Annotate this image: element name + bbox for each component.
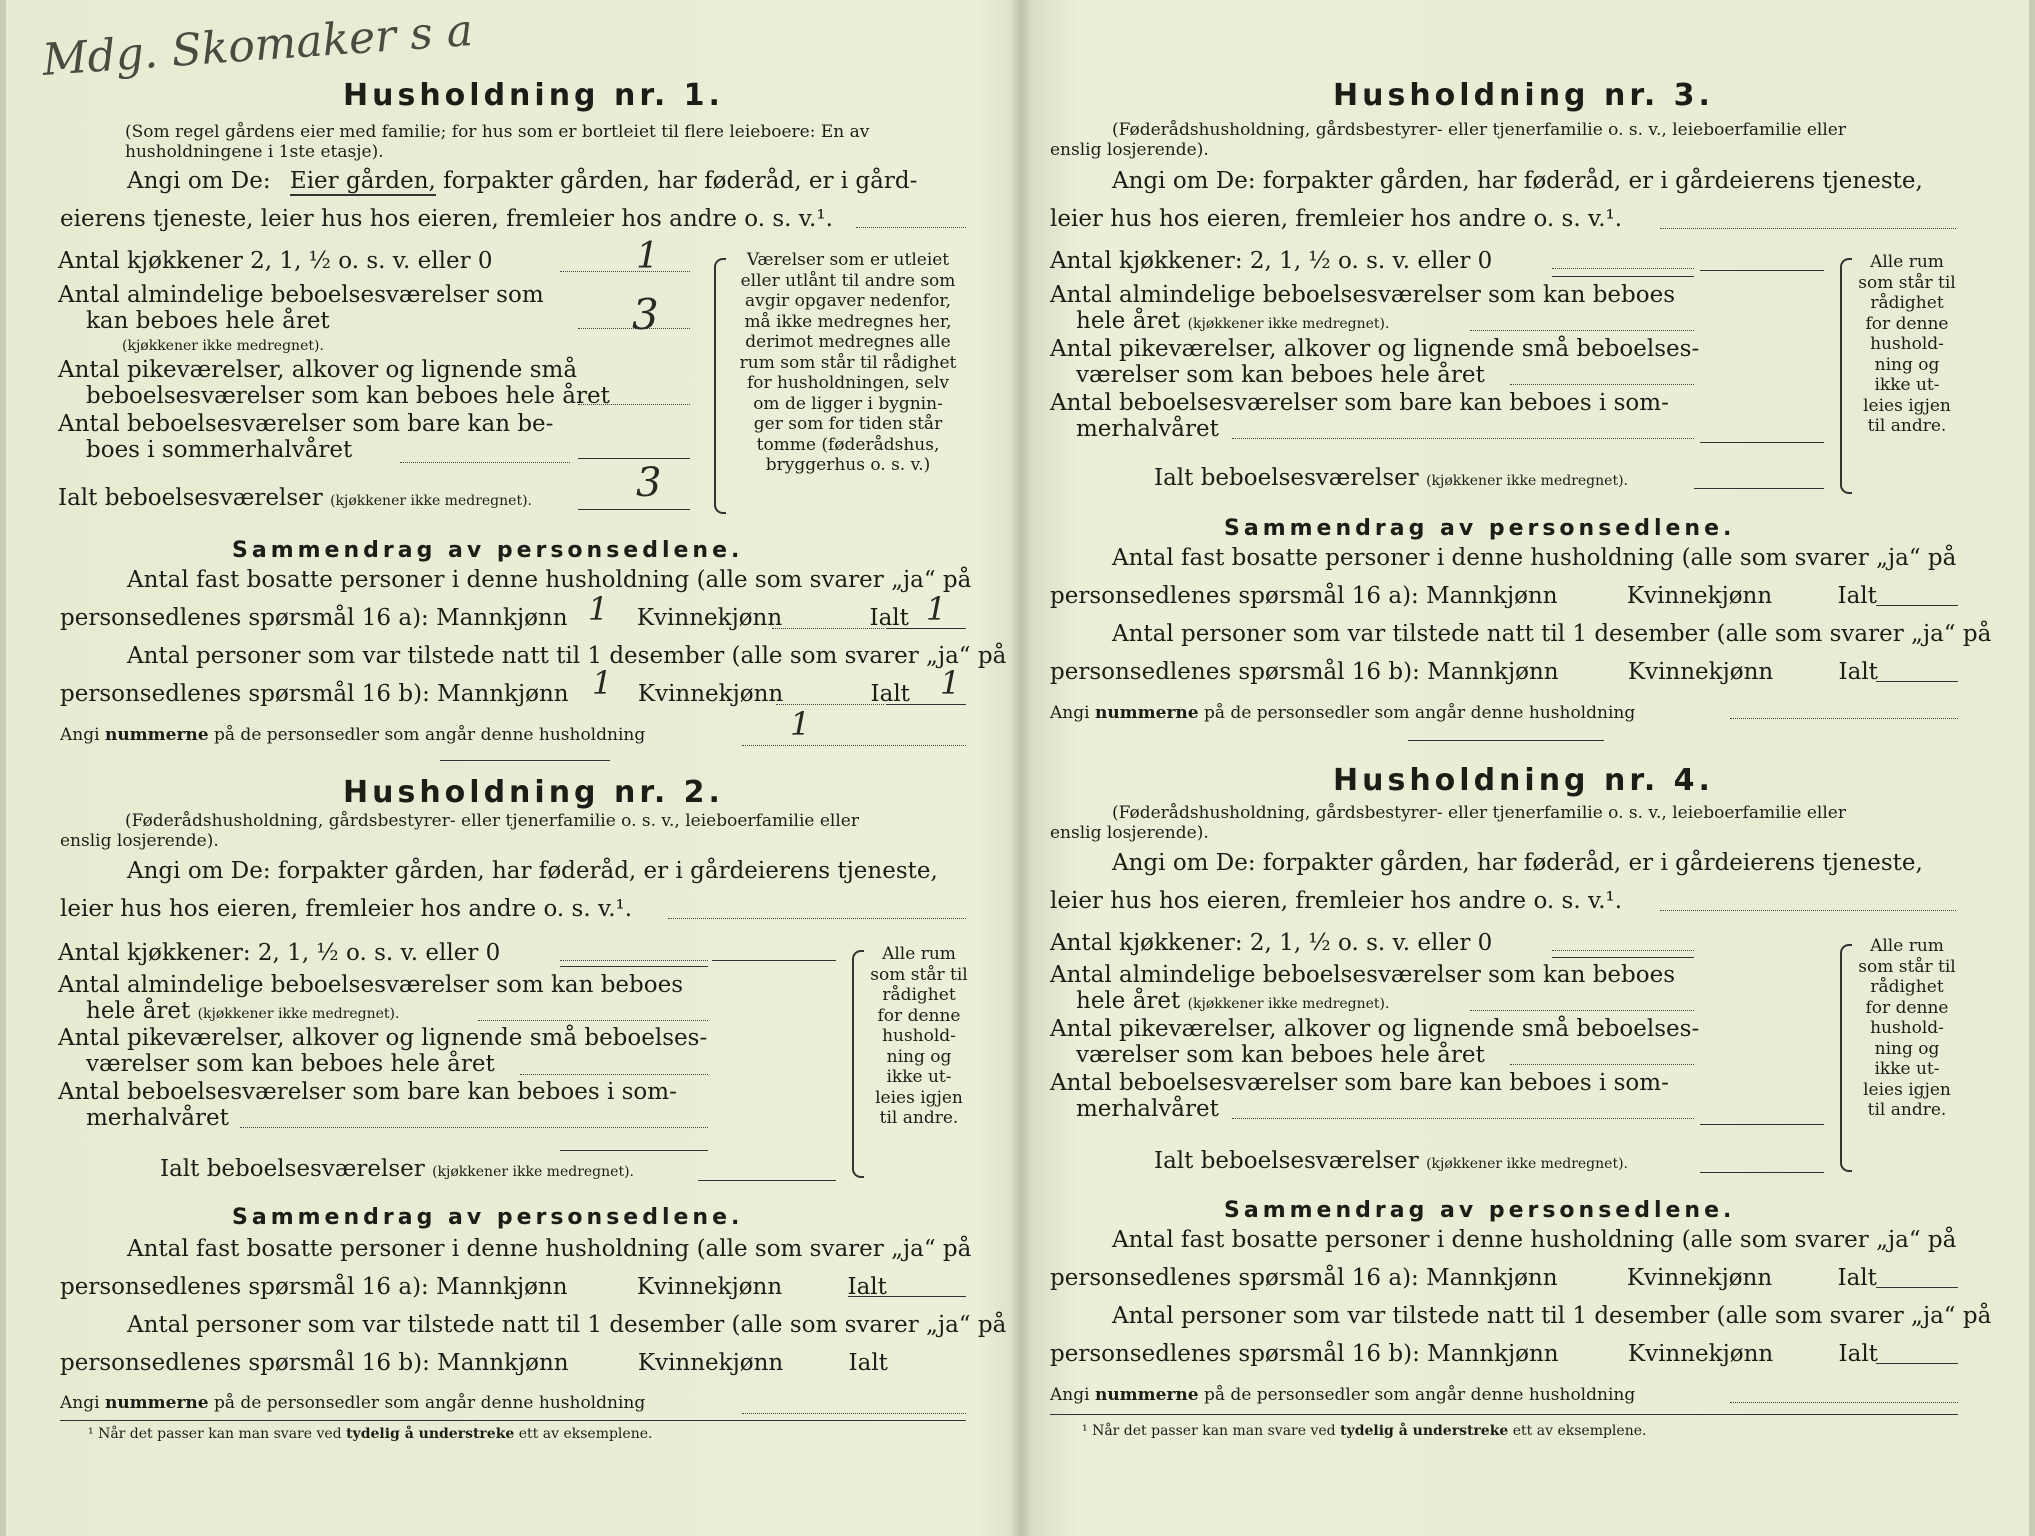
h4-kjokken-line bbox=[1552, 957, 1694, 958]
note-line: som står til bbox=[870, 964, 968, 985]
label: hele året bbox=[86, 998, 191, 1024]
h4-tilstede-line2 bbox=[1050, 1341, 1878, 1367]
note-line: for denne bbox=[1865, 313, 1949, 334]
h2-fast-line2 bbox=[60, 1274, 887, 1300]
h4-sommer-label-b: merhalvåret bbox=[1076, 1096, 1219, 1122]
eier-garden-underlined: Eier gården, bbox=[289, 168, 436, 194]
note-line: leies igjen bbox=[1863, 1079, 1951, 1100]
household-2-angi-line1: Angi om De: forpakter gården, har føderåd, er i gårdeierens tjeneste, bbox=[127, 858, 938, 884]
kvinne-label: Kvinnekjønn bbox=[1627, 659, 1774, 685]
label: hele året bbox=[1076, 988, 1181, 1014]
household-3-subtitle-b: enslig losjerende). bbox=[1050, 140, 1209, 160]
h1-ialt16b-value: 1 bbox=[940, 664, 961, 702]
h3-kjokken-label: Antal kjøkkener: 2, 1, ½ o. s. v. eller 0 bbox=[1050, 248, 1493, 274]
note-line: rådighet bbox=[1870, 293, 1944, 313]
right-footnote-rule bbox=[1050, 1414, 1958, 1415]
h4-nummerne-line bbox=[1730, 1402, 1958, 1403]
h1-mann16b-value: 1 bbox=[592, 664, 613, 702]
h3-kjokken-answer bbox=[1700, 270, 1824, 271]
h3-note-brace bbox=[1840, 258, 1852, 494]
note-line: rådighet bbox=[1870, 977, 1944, 997]
h2-sommer-line bbox=[240, 1127, 708, 1128]
note-line: tomme (føderådshus, bbox=[756, 434, 940, 455]
note-line: ikke ut- bbox=[1874, 375, 1940, 395]
left-page-edge bbox=[0, 0, 6, 1536]
h1-ialt-line bbox=[578, 509, 690, 510]
ialt-note: (kjøkkener ikke medregnet). bbox=[1426, 473, 1628, 489]
h2-ialt-label bbox=[160, 1156, 634, 1182]
ialt-label: Ialt bbox=[869, 605, 909, 631]
h4-angi-nummerne bbox=[1050, 1385, 1635, 1405]
angi-bold: nummerne bbox=[1094, 1385, 1199, 1405]
h1-alm-label-c: (kjøkkener ikke medregnet). bbox=[122, 338, 324, 354]
note-line: ning og bbox=[1874, 354, 1940, 375]
h2-angi-nummerne bbox=[60, 1393, 645, 1413]
footnote-post: ett av eksemplene. bbox=[518, 1426, 653, 1442]
h3-nummerne-line bbox=[1730, 718, 1958, 719]
footnote-bold: tydelig å understreke bbox=[1340, 1423, 1509, 1439]
h3-tilstede-line2 bbox=[1050, 659, 1878, 685]
ialt-note: (kjøkkener ikke medregnet). bbox=[432, 1164, 634, 1180]
h3-sommer-line bbox=[1232, 438, 1694, 439]
h2-sommer-answer bbox=[560, 1150, 708, 1151]
angi-label: Angi om De: bbox=[127, 168, 271, 194]
mann-label: Mannkjønn bbox=[1427, 1341, 1559, 1367]
h1-note bbox=[728, 250, 968, 476]
h4-pike-label-a: Antal pikeværelser, alkover og lignende små beboelses- bbox=[1050, 1016, 1700, 1042]
household-1-subtitle: (Som regel gårdens eier med familie; for hus som er bortleiet til flere leieboere: En av husholdningene i 1ste etasje). bbox=[125, 122, 870, 162]
ialt-label: Ialt bbox=[1837, 1265, 1877, 1291]
h2-nummerne-line bbox=[742, 1413, 966, 1414]
h2-summary-title: Sammendrag av personsedlene. bbox=[232, 1205, 744, 1230]
h2-ialt16a-line bbox=[848, 1296, 966, 1297]
h3-angi-nummerne bbox=[1050, 703, 1635, 723]
h4-kjokken-dots bbox=[1552, 950, 1694, 951]
h1-fast-line1: Antal fast bosatte personer i denne husholdning (alle som svarer „ja“ på bbox=[127, 567, 972, 593]
ialt-note: (kjøkkener ikke medregnet). bbox=[1426, 1156, 1628, 1172]
household-1-title: Husholdning nr. 1. bbox=[343, 78, 724, 113]
h1-tilstede-line1: Antal personer som var tilstede natt til 1 desember (alle som svarer „ja“ på bbox=[127, 643, 1007, 669]
mann-label: Mannkjønn bbox=[436, 605, 568, 631]
household-3-angi-line1: Angi om De: forpakter gården, har føderåd, er i gårdeierens tjeneste, bbox=[1112, 168, 1923, 194]
h1-ialt16a-value: 1 bbox=[926, 590, 947, 628]
label: hele året bbox=[1076, 308, 1181, 334]
left-footnote-rule bbox=[60, 1420, 966, 1421]
note-line: til andre. bbox=[1867, 416, 1947, 436]
kvinne-label: Kvinnekjønn bbox=[1626, 1265, 1773, 1291]
household-2-title: Husholdning nr. 2. bbox=[343, 775, 724, 810]
h1-nummerne-line bbox=[742, 745, 966, 746]
note-line: Alle rum bbox=[1870, 252, 1944, 272]
angi-post: på de personsedler som angår denne husholdning bbox=[214, 1393, 646, 1413]
h1-sommer-line bbox=[578, 458, 690, 459]
h2-alm-label-b bbox=[86, 998, 399, 1024]
angi-rest: forpakter gården, har føderåd, er i gård- bbox=[443, 168, 918, 194]
note-line: hushold- bbox=[882, 1026, 956, 1046]
footnote-post: ett av eksemplene. bbox=[1512, 1423, 1647, 1439]
h4-ialt16a-line bbox=[1876, 1287, 1958, 1288]
household-4-angi-line1: Angi om De: forpakter gården, har føderåd, er i gårdeierens tjeneste, bbox=[1112, 850, 1923, 876]
angi-pre: Angi bbox=[1050, 703, 1090, 723]
angi-bold: nummerne bbox=[104, 725, 209, 745]
angi-post: på de personsedler som angår denne husholdning bbox=[1204, 703, 1636, 723]
ialt-label: Ialt bbox=[870, 681, 910, 707]
h4-angi-line bbox=[1660, 910, 1956, 911]
page-fold bbox=[1010, 0, 1032, 1536]
h2-ialt-line bbox=[698, 1180, 836, 1181]
angi-answer-line bbox=[856, 227, 966, 228]
kvinne-label: Kvinnekjønn bbox=[637, 1350, 784, 1376]
household-1-angi-line1 bbox=[127, 168, 917, 194]
h4-fast-line2 bbox=[1050, 1265, 1877, 1291]
q16b-label: personsedlenes spørsmål 16 b): bbox=[1050, 1341, 1420, 1367]
household-4-subtitle-b: enslig losjerende). bbox=[1050, 823, 1209, 843]
note-line: rum som står til rådighet bbox=[739, 352, 957, 373]
h2-tilstede-line1: Antal personer som var tilstede natt til 1 desember (alle som svarer „ja“ på bbox=[127, 1312, 1007, 1338]
h2-pike-label-a: Antal pikeværelser, alkover og lignende små beboelses- bbox=[58, 1025, 708, 1051]
note-line: ning og bbox=[886, 1046, 952, 1067]
ialt-text: Ialt beboelsesværelser bbox=[160, 1156, 425, 1182]
note: (kjøkkener ikke medregnet). bbox=[197, 1006, 400, 1022]
h2-kjokken-dots bbox=[560, 960, 708, 961]
h4-ialt-label bbox=[1154, 1148, 1628, 1174]
h3-alm-label-b bbox=[1076, 308, 1389, 334]
h3-ialt16a-line bbox=[1876, 605, 1958, 606]
household-4-subtitle-a: (Føderådshusholdning, gårdsbestyrer- eller tjenerfamilie o. s. v., leieboerfamilie eller bbox=[1112, 803, 1846, 823]
note-line: til andre. bbox=[879, 1108, 959, 1128]
household-2-angi-line2: leier hus hos eieren, fremleier hos andre o. s. v.¹. bbox=[60, 896, 633, 922]
h2-pike-label-b: værelser som kan beboes hele året bbox=[86, 1051, 495, 1077]
h4-ialt-line bbox=[1700, 1172, 1824, 1173]
household-2-subtitle-b: enslig losjerende). bbox=[60, 831, 219, 851]
h3-sommer-answer bbox=[1700, 442, 1824, 443]
h2-kjokken-label: Antal kjøkkener: 2, 1, ½ o. s. v. eller 0 bbox=[58, 940, 501, 966]
mann-label: Mannkjønn bbox=[1426, 1265, 1558, 1291]
ialt-label: Ialt bbox=[1838, 1341, 1878, 1367]
q16a-label: personsedlenes spørsmål 16 a): bbox=[60, 605, 429, 631]
ialt-text: Ialt beboelsesværelser bbox=[1154, 1148, 1419, 1174]
note-line: Alle rum bbox=[1870, 936, 1944, 956]
h4-alm-label-a: Antal almindelige beboelsesværelser som kan beboes bbox=[1050, 962, 1676, 988]
angi-post: på de personsedler som angår denne husholdning bbox=[214, 725, 646, 745]
angi-pre: Angi bbox=[1050, 1385, 1090, 1405]
h2-kjokken-line bbox=[560, 966, 708, 967]
h4-summary-title: Sammendrag av personsedlene. bbox=[1224, 1198, 1736, 1223]
h2-pike-line bbox=[520, 1074, 708, 1075]
h2-alm-line bbox=[478, 1020, 708, 1021]
h1-alm-label-a: Antal almindelige beboelsesværelser som bbox=[58, 282, 544, 308]
h1-pike-label-a: Antal pikeværelser, alkover og lignende små bbox=[58, 357, 578, 383]
h1-ialt-value: 3 bbox=[636, 460, 662, 506]
h1-pike-line bbox=[578, 404, 690, 405]
kvinne-label: Kvinnekjønn bbox=[636, 605, 783, 631]
h3-alm-label-a: Antal almindelige beboelsesværelser som kan beboes bbox=[1050, 282, 1676, 308]
household-2-subtitle-a: (Føderådshusholdning, gårdsbestyrer- eller tjenerfamilie o. s. v., leieboerfamilie eller bbox=[125, 811, 859, 831]
h3-pike-label-a: Antal pikeværelser, alkover og lignende små beboelses- bbox=[1050, 336, 1700, 362]
h4-alm-line bbox=[1470, 1010, 1694, 1011]
q16b-label: personsedlenes spørsmål 16 b): bbox=[60, 1350, 430, 1376]
note-line: derimot medregnes alle bbox=[745, 332, 951, 352]
h2-alm-label-a: Antal almindelige beboelsesværelser som kan beboes bbox=[58, 972, 684, 998]
note-line: bryggerhus o. s. v.) bbox=[765, 455, 931, 475]
h3-fast-line1: Antal fast bosatte personer i denne husholdning (alle som svarer „ja“ på bbox=[1112, 545, 1957, 571]
h3-sommer-label-b: merhalvåret bbox=[1076, 416, 1219, 442]
h1-sommer-label-b: boes i sommerhalvåret bbox=[86, 437, 353, 463]
note: (kjøkkener ikke medregnet). bbox=[1187, 316, 1390, 332]
angi-pre: Angi bbox=[60, 725, 100, 745]
h2-tilstede-line2 bbox=[60, 1350, 888, 1376]
q16a-label: personsedlenes spørsmål 16 a): bbox=[1050, 1265, 1419, 1291]
note-line: som står til bbox=[1858, 956, 1956, 977]
h3-tilstede-line1: Antal personer som var tilstede natt til 1 desember (alle som svarer „ja“ på bbox=[1112, 621, 1992, 647]
mann-label: Mannkjønn bbox=[437, 1350, 569, 1376]
angi-bold: nummerne bbox=[104, 1393, 209, 1413]
left-footnote bbox=[88, 1425, 652, 1443]
ialt-text: Ialt beboelsesværelser bbox=[1154, 465, 1419, 491]
note-line: rådighet bbox=[882, 985, 956, 1005]
h4-ialt16b-line bbox=[1876, 1363, 1958, 1364]
h4-sommer-answer bbox=[1700, 1124, 1824, 1125]
note-line: til andre. bbox=[1867, 1100, 1947, 1120]
h3-note bbox=[1852, 252, 1962, 437]
note-line: eller utlånt til andre som bbox=[740, 270, 956, 291]
h4-sommer-line bbox=[1232, 1118, 1694, 1119]
note-line: hushold- bbox=[1870, 1018, 1944, 1038]
note: (kjøkkener ikke medregnet). bbox=[1187, 996, 1390, 1012]
ialt-note: (kjøkkener ikke medregnet). bbox=[330, 493, 532, 509]
q16a-label: personsedlenes spørsmål 16 a): bbox=[1050, 583, 1419, 609]
household-4-angi-line2: leier hus hos eieren, fremleier hos andre o. s. v.¹. bbox=[1050, 888, 1623, 914]
kvinne-label: Kvinnekjønn bbox=[636, 1274, 783, 1300]
h3-ialt-label bbox=[1154, 465, 1628, 491]
h3-pike-label-b: værelser som kan beboes hele året bbox=[1076, 362, 1485, 388]
h1-note-brace bbox=[714, 258, 726, 514]
h2-fast-line1: Antal fast bosatte personer i denne husholdning (alle som svarer „ja“ på bbox=[127, 1236, 972, 1262]
note-line: ger som for tiden står bbox=[753, 414, 943, 434]
h4-alm-label-b bbox=[1076, 988, 1389, 1014]
h1-alm-label-b: kan beboes hele året bbox=[86, 308, 330, 334]
h1-kvinne16a-line bbox=[772, 628, 884, 629]
h3-sommer-label-a: Antal beboelsesværelser som bare kan beboes i som- bbox=[1050, 390, 1669, 416]
h1-pike-label-b: beboelsesværelser som kan beboes hele året bbox=[86, 383, 610, 409]
kvinne-label: Kvinnekjønn bbox=[1627, 1341, 1774, 1367]
h2-sommer-label-b: merhalvåret bbox=[86, 1105, 229, 1131]
ialt-text: Ialt beboelsesværelser bbox=[58, 485, 323, 511]
household-3-title: Husholdning nr. 3. bbox=[1333, 78, 1714, 113]
h3-summary-title: Sammendrag av personsedlene. bbox=[1224, 516, 1736, 541]
mann-label: Mannkjønn bbox=[436, 1274, 568, 1300]
q16b-label: personsedlenes spørsmål 16 b): bbox=[60, 681, 430, 707]
h1-summary-title: Sammendrag av personsedlene. bbox=[232, 538, 744, 563]
note-line: avgir opgaver nedenfor, bbox=[744, 291, 951, 311]
angi-post: på de personsedler som angår denne husholdning bbox=[1204, 1385, 1636, 1405]
footnote-bold: tydelig å understreke bbox=[346, 1426, 515, 1442]
h4-pike-line bbox=[1510, 1064, 1694, 1065]
h3-kjokken-dots bbox=[1552, 268, 1694, 269]
h3-fast-line2 bbox=[1050, 583, 1877, 609]
h3-separator bbox=[1408, 740, 1604, 741]
h2-note-brace bbox=[852, 950, 864, 1178]
header-handwriting: Mdg. Skomaker s a bbox=[40, 5, 475, 86]
note-line: for denne bbox=[1865, 997, 1949, 1018]
h2-kjokken-answer bbox=[712, 960, 836, 961]
h1-angi-nummerne bbox=[60, 725, 645, 745]
h3-kjokken-line bbox=[1552, 276, 1694, 277]
h1-ialt16a-line bbox=[886, 628, 966, 629]
kvinne-label: Kvinnekjønn bbox=[1626, 583, 1773, 609]
note-line: for husholdningen, selv bbox=[746, 373, 950, 393]
angi-pre: Angi bbox=[60, 1393, 100, 1413]
h3-pike-line bbox=[1510, 384, 1694, 385]
h2-angi-line bbox=[668, 918, 966, 919]
footnote-pre: ¹ Når det passer kan man svare ved bbox=[1082, 1423, 1336, 1439]
h1-separator bbox=[440, 760, 610, 761]
angi-bold: nummerne bbox=[1094, 703, 1199, 723]
kvinne-label: Kvinnekjønn bbox=[637, 681, 784, 707]
mann-label: Mannkjønn bbox=[437, 681, 569, 707]
h4-note bbox=[1852, 936, 1962, 1121]
h1-kjokken-label: Antal kjøkkener 2, 1, ½ o. s. v. eller 0 bbox=[58, 248, 493, 274]
note-line: leies igjen bbox=[1863, 395, 1951, 416]
h4-note-brace bbox=[1840, 944, 1852, 1172]
household-4-title: Husholdning nr. 4. bbox=[1333, 763, 1714, 798]
household-3-subtitle-a: (Føderådshusholdning, gårdsbestyrer- eller tjenerfamilie o. s. v., leieboerfamilie eller bbox=[1112, 120, 1846, 140]
h1-kjokken-line bbox=[560, 271, 690, 272]
household-3-angi-line2: leier hus hos eieren, fremleier hos andre o. s. v.¹. bbox=[1050, 206, 1623, 232]
h1-nummerne-value: 1 bbox=[790, 705, 811, 743]
h4-fast-line1: Antal fast bosatte personer i denne husholdning (alle som svarer „ja“ på bbox=[1112, 1227, 1957, 1253]
h1-sommer-dots bbox=[400, 462, 570, 463]
note-line: Alle rum bbox=[882, 944, 956, 964]
h4-pike-label-b: værelser som kan beboes hele året bbox=[1076, 1042, 1485, 1068]
h4-sommer-label-a: Antal beboelsesværelser som bare kan beboes i som- bbox=[1050, 1070, 1669, 1096]
note-line: ning og bbox=[1874, 1038, 1940, 1059]
ialt-label: Ialt bbox=[847, 1274, 887, 1300]
h2-note bbox=[864, 944, 974, 1129]
note-line: Værelser som er utleiet bbox=[746, 250, 950, 270]
h4-kjokken-label: Antal kjøkkener: 2, 1, ½ o. s. v. eller 0 bbox=[1050, 930, 1493, 956]
note-line: om de ligger i bygnin- bbox=[753, 393, 943, 414]
h1-alm-value: 3 bbox=[632, 290, 659, 339]
right-footnote bbox=[1082, 1422, 1646, 1440]
ialt-label: Ialt bbox=[1838, 659, 1878, 685]
mann-label: Mannkjønn bbox=[1427, 659, 1559, 685]
note-line: leies igjen bbox=[875, 1087, 963, 1108]
note-line: ikke ut- bbox=[1874, 1059, 1940, 1079]
h1-ialt-label bbox=[58, 485, 532, 511]
h4-tilstede-line1: Antal personer som var tilstede natt til 1 desember (alle som svarer „ja“ på bbox=[1112, 1303, 1992, 1329]
note-line: må ikke medregnes her, bbox=[744, 311, 952, 332]
ialt-label: Ialt bbox=[848, 1350, 888, 1376]
h3-ialt16b-line bbox=[1876, 681, 1958, 682]
ialt-label: Ialt bbox=[1837, 583, 1877, 609]
q16a-label: personsedlenes spørsmål 16 a): bbox=[60, 1274, 429, 1300]
h2-sommer-label-a: Antal beboelsesværelser som bare kan beboes i som- bbox=[58, 1079, 677, 1105]
mann-label: Mannkjønn bbox=[1426, 583, 1558, 609]
note-line: for denne bbox=[877, 1005, 961, 1026]
h1-ialt16b-line bbox=[886, 704, 966, 705]
note-line: som står til bbox=[1858, 272, 1956, 293]
h1-mann16a-value: 1 bbox=[588, 590, 609, 628]
right-page-edge bbox=[2029, 0, 2035, 1536]
note-line: hushold- bbox=[1870, 334, 1944, 354]
h3-ialt-line bbox=[1694, 488, 1824, 489]
household-1-angi-line2: eierens tjeneste, leier hus hos eieren, fremleier hos andre o. s. v.¹. bbox=[60, 206, 833, 232]
footnote-pre: ¹ Når det passer kan man svare ved bbox=[88, 1426, 342, 1442]
q16b-label: personsedlenes spørsmål 16 b): bbox=[1050, 659, 1420, 685]
h1-kjokken-value: 1 bbox=[636, 236, 659, 277]
h3-angi-line bbox=[1660, 228, 1956, 229]
note-line: ikke ut- bbox=[886, 1067, 952, 1087]
h3-alm-line bbox=[1470, 330, 1694, 331]
h1-sommer-label-a: Antal beboelsesværelser som bare kan be- bbox=[58, 411, 554, 437]
